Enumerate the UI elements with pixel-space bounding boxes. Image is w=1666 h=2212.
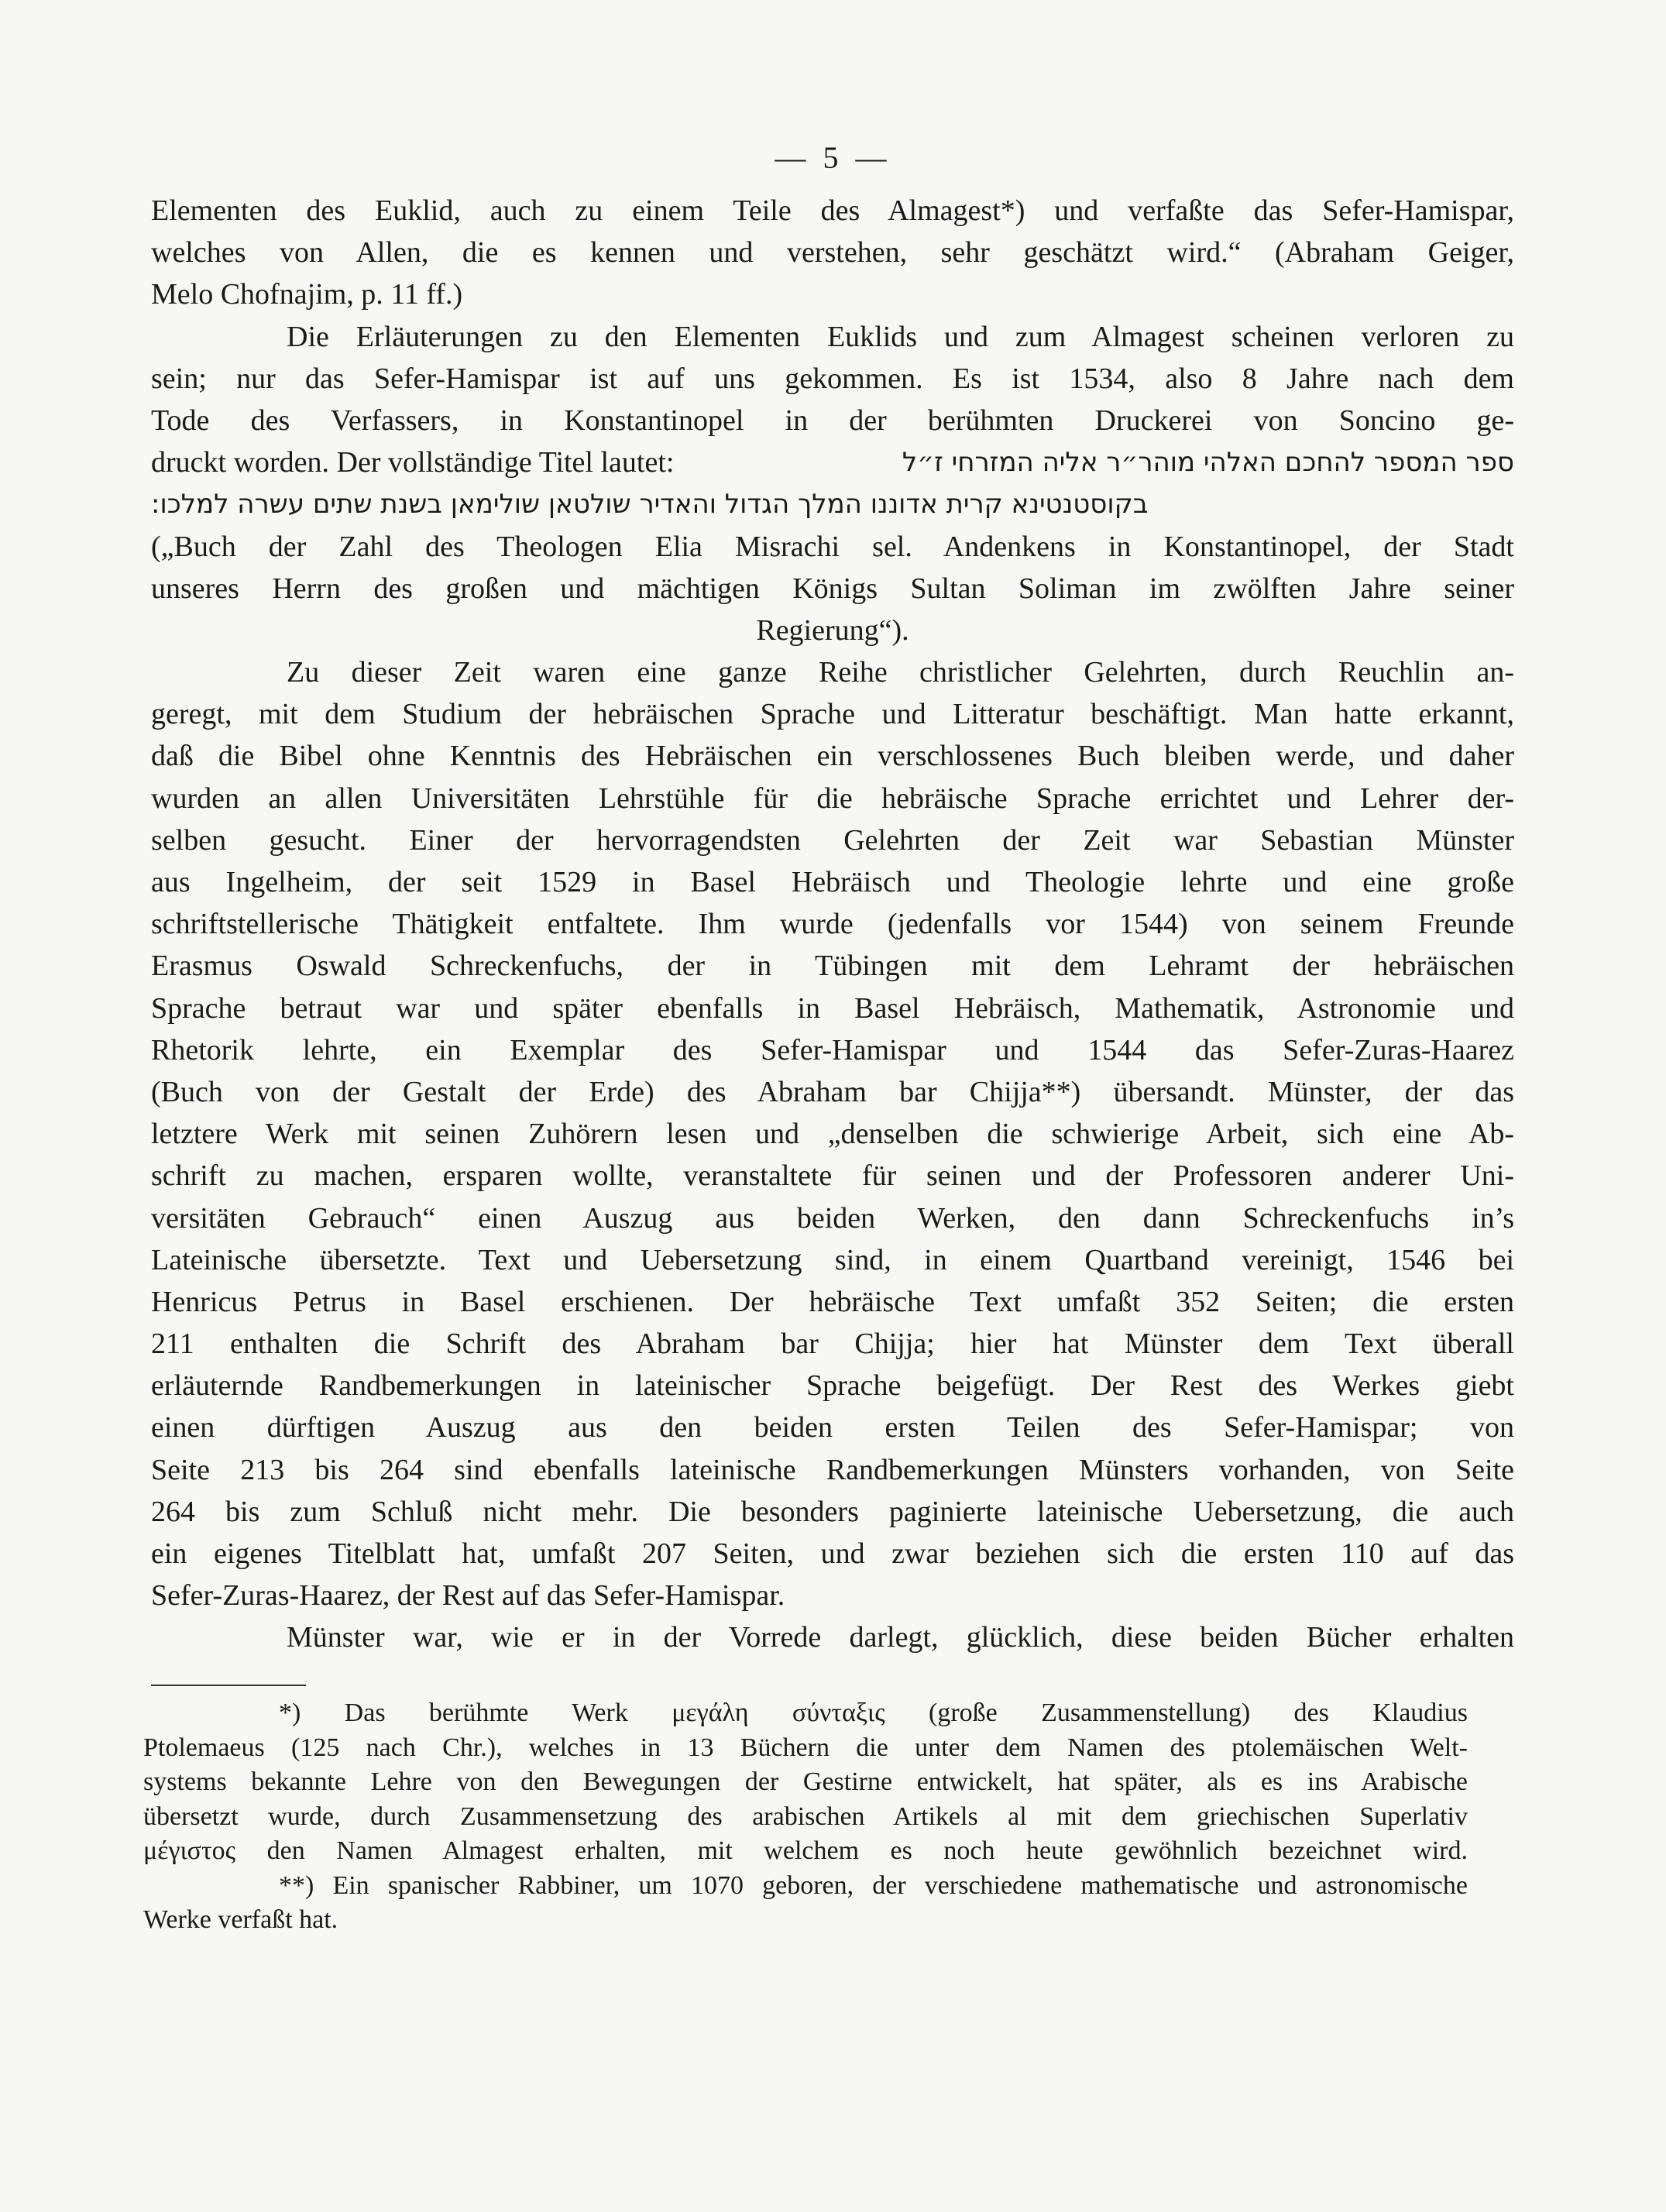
footnotes <box>143 1696 1468 1938</box>
text-line: Erasmus Oswald Schreckenfuchs, der in Tübingen mit dem Lehramt der hebräischen <box>151 950 1514 983</box>
text-line: schriftstellerische Thätigkeit entfaltete. Ihm wurde (jedenfalls vor 1544) von seinem Freunde <box>151 908 1514 941</box>
text-line: sein; nur das Sefer-Hamispar ist auf uns gekommen. Es ist 1534, also 8 Jahre nach dem <box>151 362 1514 395</box>
text-line: letztere Werk mit seinen Zuhörern lesen und „denselben die schwierige Arbeit, sich eine Ab- <box>151 1118 1514 1151</box>
text-line: Sprache betraut war und später ebenfalls in Basel Hebräisch, Mathematik, Astronomie und <box>151 991 1514 1025</box>
text-line: Melo Chofnajim, p. 11 ff.) <box>151 278 463 311</box>
text-line: Tode des Verfassers, in Konstantinopel in der berühmten Druckerei von Soncino ge- <box>151 404 1514 437</box>
footnote-rule <box>151 1685 306 1686</box>
hebrew-title-line-1: ספר המספר להחכם האלהי מוהר״ר אליה המזרחי ז״ל <box>902 447 1514 479</box>
text-line: druckt worden. Der vollständige Titel lautet: <box>151 446 675 479</box>
text-line: Lateinische übersetzte. Text und Uebersetzung sind, in einem Quartband vereinigt, 1546 bei <box>151 1243 1514 1276</box>
text-line: (Buch von der Gestalt der Erde) des Abraham bar Chijja**) übersandt. Münster, der das <box>151 1075 1514 1108</box>
text-line: Seite 213 bis 264 sind ebenfalls lateinische Randbemerkungen Münsters vorhanden, von Seite <box>151 1453 1514 1486</box>
text-line: Elementen des Euklid, auch zu einem Teile des Almagest*) und verfaßte das Sefer-Hamispar, <box>151 194 1514 227</box>
body-text <box>151 190 1514 1659</box>
text-line: versitäten Gebrauch“ einen Auszug aus beiden Werken, den dann Schreckenfuchs in’s <box>151 1201 1514 1235</box>
text-line: 211 enthalten die Schrift des Abraham bar Chijja; hier hat Münster dem Text überall <box>151 1328 1514 1361</box>
text-line: geregt, mit dem Studium der hebräischen Sprache und Litteratur beschäftigt. Man hatte erkannt, <box>151 698 1514 731</box>
text-line: ein eigenes Titelblatt hat, umfaßt 207 Seiten, und zwar beziehen sich die ersten 110 auf das <box>151 1537 1514 1570</box>
text-line: selben gesucht. Einer der hervorragendsten Gelehrten der Zeit war Sebastian Münster <box>151 823 1514 857</box>
text-line: Sefer-Zuras-Haarez, der Rest auf das Sefer-Hamispar. <box>151 1579 785 1613</box>
text-line: unseres Herrn des großen und mächtigen Königs Sultan Soliman im zwölften Jahre seiner <box>151 572 1514 605</box>
footnote-line: **) Ein spanischer Rabbiner, um 1070 geboren, der verschiedene mathematische und astronomische <box>279 1870 1468 1900</box>
text-line: Rhetorik lehrte, ein Exemplar des Sefer-Hamispar und 1544 das Sefer-Zuras-Haarez <box>151 1033 1514 1066</box>
text-line: 264 bis zum Schluß nicht mehr. Die besonders paginierte lateinische Uebersetzung, die auch <box>151 1495 1514 1528</box>
text-line: aus Ingelheim, der seit 1529 in Basel Hebräisch und Theologie lehrte und eine große <box>151 866 1514 898</box>
text-line: Regierung“). <box>756 613 909 647</box>
footnote-line: Ptolemaeus (125 nach Chr.), welches in 13 Büchern die unter dem Namen des ptolemäischen Welt- <box>143 1733 1468 1762</box>
text-line: Henricus Petrus in Basel erschienen. Der hebräische Text umfaßt 352 Seiten; die ersten <box>151 1285 1514 1318</box>
text-line: schrift zu machen, ersparen wollte, veranstaltete für seinen und der Professoren anderer Uni- <box>151 1159 1514 1193</box>
text-line-with-hebrew <box>151 441 1514 483</box>
text-line: daß die Bibel ohne Kenntnis des Hebräischen ein verschlossenes Buch bleiben werde, und daher <box>151 740 1514 773</box>
hebrew-title-line-2: בקוסטנטינא קרית אדוננו המלך הגדול והאדיר שולטאן שולימאן בשנת שתים עשרה למלכו: <box>151 489 1149 520</box>
text-line: Münster war, wie er in der Vorrede darlegt, glücklich, diese beiden Bücher erhalten <box>287 1621 1514 1654</box>
footnote-line: übersetzt wurde, durch Zusammensetzung des arabischen Artikels al mit dem griechischen Superlativ <box>143 1802 1468 1831</box>
page-number: — 5 — <box>775 140 891 175</box>
text-line: erläuternde Randbemerkungen in lateinischer Sprache beigefügt. Der Rest des Werkes giebt <box>151 1369 1514 1403</box>
text-line: Zu dieser Zeit waren eine ganze Reihe christlicher Gelehrten, durch Reuchlin an- <box>287 656 1514 689</box>
footnote-line: μέγιστος den Namen Almagest erhalten, mit welchem es noch heute gewöhnlich bezeichnet wird. <box>143 1836 1468 1865</box>
text-line: einen dürftigen Auszug aus den beiden ersten Teilen des Sefer-Hamispar; von <box>151 1411 1514 1444</box>
text-line: Die Erläuterungen zu den Elementen Euklids und zum Almagest scheinen verloren zu <box>287 320 1514 353</box>
text-line: („Buch der Zahl des Theologen Elia Misrachi sel. Andenkens in Konstantinopel, der Stadt <box>151 530 1514 563</box>
text-line: welches von Allen, die es kennen und verstehen, sehr geschätzt wird.“ (Abraham Geiger, <box>151 236 1514 270</box>
text-line: wurden an allen Universitäten Lehrstühle für die hebräische Sprache errichtet und Lehrer der- <box>151 781 1514 815</box>
footnote-line: systems bekannte Lehre von den Bewegungen der Gestirne entwickelt, hat später, als es ins Arabische <box>143 1767 1468 1796</box>
footnote-line: *) Das berühmte Werk μεγάλη σύνταξις (große Zusammenstellung) des Klaudius <box>279 1698 1468 1727</box>
footnote-line: Werke verfaßt hat. <box>143 1905 338 1934</box>
